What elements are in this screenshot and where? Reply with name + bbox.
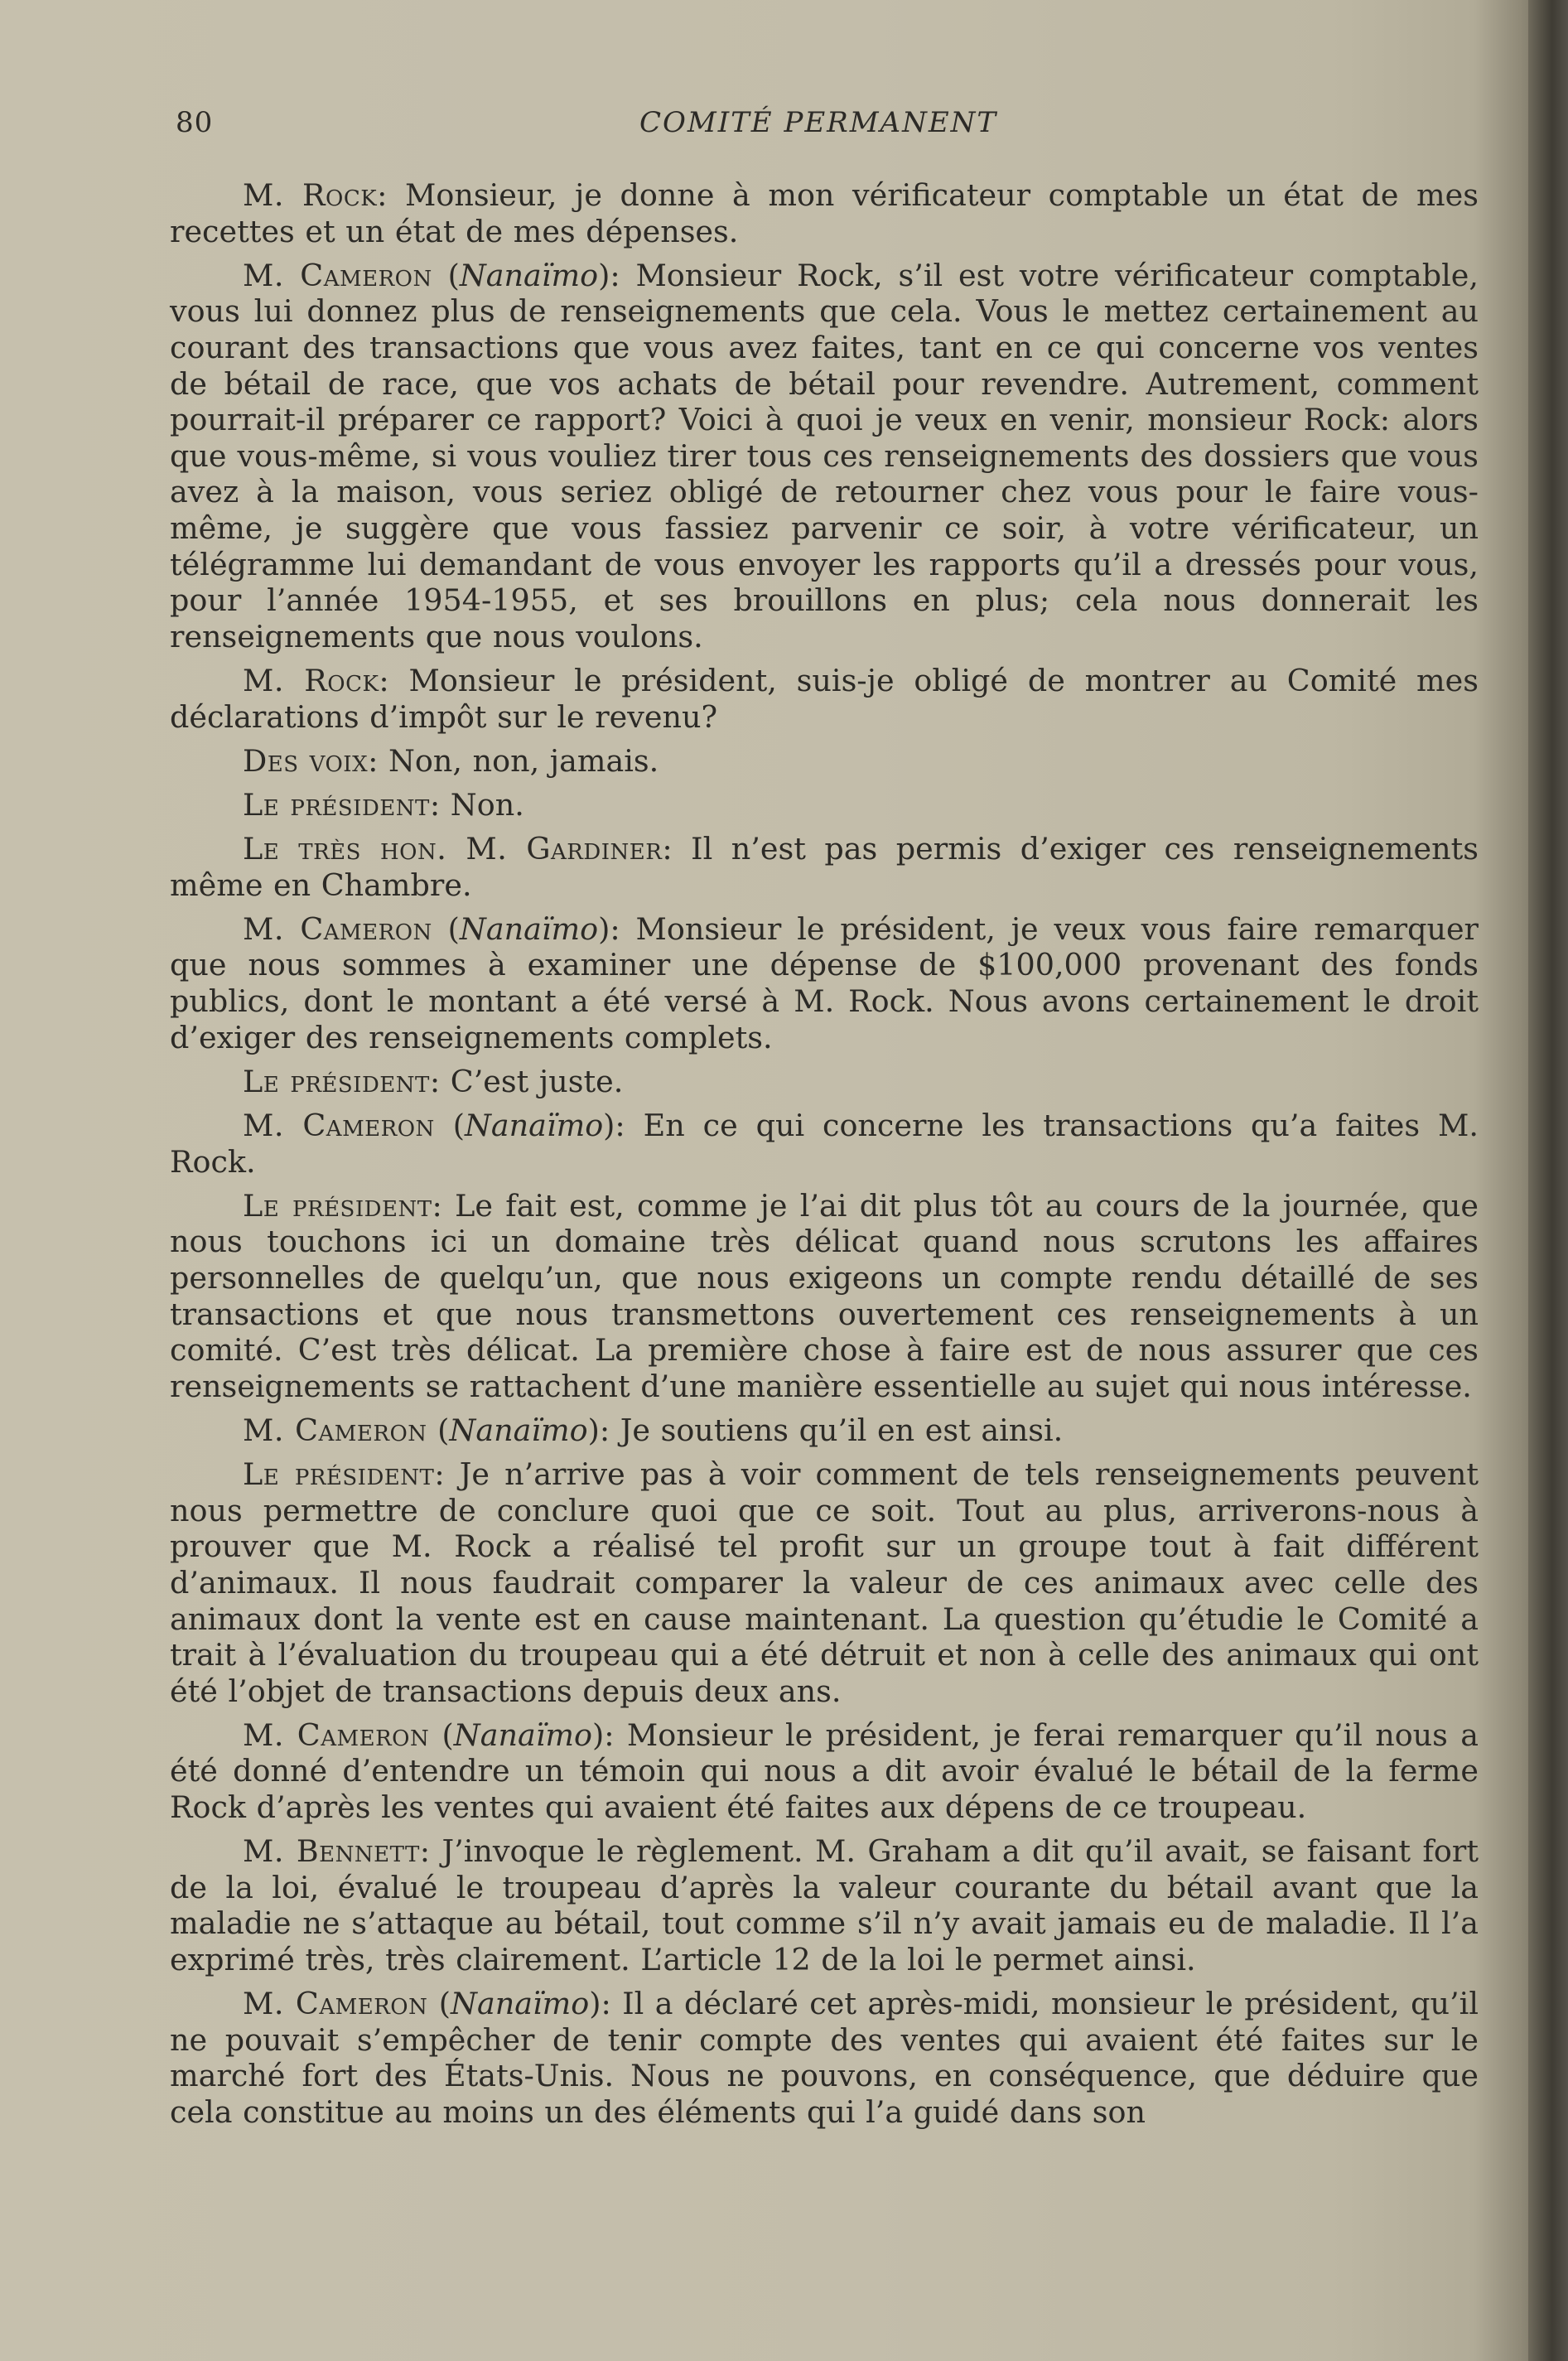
transcript-paragraph: Le président: Non. xyxy=(243,786,524,823)
speech-text: Le fait est, comme je l’ai dit plus tôt au cours de la journée, que nous touchons ici un domaine très délicat quand nous scrutons les affaires personnelles de quelqu’un, que nous exigeons un compte rendu détaillé de ses transactions et que nous transmettons ouvertement ces renseignements à un comité. C’est très délicat. La première chose à faire est de nous assurer que ces renseignements se rattachent d’une manière essentielle au sujet qui nous intéresse. xyxy=(170,1187,1479,1404)
transcript-paragraph: M. Cameron (Nanaïmo): Monsieur Rock, s’il est votre vérificateur comptable, vous lui donnez plus de renseignements que cela. Vous le mettez certainement au courant des transactions que vous avez faites, tant en ce qui concerne vos ventes de bétail de race, que vos achats de bétail pour revendre. Autrement, comment pourrait-il préparer ce rapport? Voici à quoi je veux en venir, monsieur Rock: alors que vous-même, si vous vouliez tirer tous ces renseignements des dossiers que vous avez à la maison, vous seriez obligé de retourner chez vous pour le faire vous-même, je suggère que vous fassiez parvenir ce soir, à votre vérificateur, un télégramme lui demandant de vous envoyer les rapports qu’il a dressés pour vous, pour l’année 1954-1955, et ses brouillons en plus; cela nous donnerait les renseignements que nous voulons. xyxy=(170,257,1479,654)
page-header xyxy=(176,106,1484,146)
speaker-name: Le président xyxy=(243,1456,435,1493)
speaker-name: M. Cameron xyxy=(243,1108,435,1143)
speaker-name: M. Cameron xyxy=(243,257,432,293)
speaker-name: M. Rock xyxy=(243,177,378,213)
transcript-paragraph: Des voix: Non, non, jamais. xyxy=(243,742,659,779)
transcript-paragraph: M. Cameron (Nanaïmo): Monsieur le président, je veux vous faire remarquer que nous sommes à examiner une dépense de $100,000 provenant des fonds publics, dont le montant a été versé à M. Rock. Nous avons certainement le droit d’exiger des renseignements complets. xyxy=(170,910,1479,1055)
speech-text: Il a déclaré cet après-midi, monsieur le président, qu’il ne pouvait s’empêcher de tenir compte des ventes qui avaient été faites sur le marché fort des États-Unis. Nous ne pouvons, en conséquence, que déduire que cela constitue au moins un des éléments qui l’a guidé dans son xyxy=(170,1986,1479,2130)
speaker-name: M. Rock xyxy=(243,662,379,698)
transcript-paragraph: M. Cameron (Nanaïmo): Il a déclaré cet après-midi, monsieur le président, qu’il ne pouvait s’empêcher de tenir compte des ventes qui avaient été faites sur le marché fort des États-Unis. Nous ne pouvons, en conséquence, que déduire que cela constitue au moins un des éléments qui l’a guidé dans son xyxy=(170,1986,1479,2130)
speaker-riding: Nanaïmo xyxy=(449,1412,588,1448)
transcript-paragraph: M. Rock: Monsieur, je donne à mon vérificateur comptable un état de mes recettes et un état de mes dépenses. xyxy=(170,177,1479,249)
speaker-riding: Nanaïmo xyxy=(459,257,599,293)
speaker-name: Le président xyxy=(243,1063,430,1099)
speaker-riding: Nanaïmo xyxy=(451,1986,590,2022)
transcript-body xyxy=(170,177,1479,2138)
speech-text: Monsieur Rock, s’il est votre vérificateur comptable, vous lui donnez plus de renseignements que cela. Vous le mettez certainement au courant des transactions que vous avez faites, tant en ce qui concerne vos ventes de bétail de race, que vos achats de bétail pour revendre. Autrement, comment pourrait-il préparer ce rapport? Voici à quoi je veux en venir, monsieur Rock: alors que vous-même, si vous vouliez tirer tous ces renseignements des dossiers que vous avez à la maison, vous seriez obligé de retourner chez vous pour le faire vous-même, je suggère que vous fassiez parvenir ce soir, à votre vérificateur, un télégramme lui demandant de vous envoyer les rapports qu’il a dressés pour vous, pour l’année 1954-1955, et ses brouillons en plus; cela nous donnerait les renseignements que nous voulons. xyxy=(170,257,1479,654)
speaker-name: M. Bennett xyxy=(243,1833,420,1870)
speaker-riding: Nanaïmo xyxy=(459,910,599,947)
transcript-paragraph: M. Bennett: J’invoque le règlement. M. Graham a dit qu’il avait, se faisant fort de la loi, évalué le troupeau d’après la valeur courante du bétail avant que la maladie ne s’attaque au bétail, tout comme s’il n’y avait jamais eu de maladie. Il l’a exprimé très, très clairement. L’article 12 de la loi le permet ainsi. xyxy=(170,1833,1479,1978)
running-title: COMITÉ PERMANENT xyxy=(639,106,998,139)
speech-text: Monsieur le président, suis-je obligé de montrer au Comité mes déclarations d’impôt sur le revenu? xyxy=(170,662,1479,735)
speaker-name: M. Cameron xyxy=(243,1716,430,1753)
book-spine-shadow xyxy=(1528,0,1568,2361)
speech-text: Monsieur le président, je ferai remarquer qu’il nous a été donné d’entendre un témoin qui nous a dit avoir évalué le bétail de la ferme Rock d’après les ventes qui avaient été faites aux dépens de ce troupeau. xyxy=(170,1716,1479,1826)
speaker-name: Le président xyxy=(243,786,430,823)
speech-text: J’invoque le règlement. M. Graham a dit qu’il avait, se faisant fort de la loi, évalué le troupeau d’après la valeur courante du bétail avant que la maladie ne s’attaque au bétail, tout comme s’il n’y avait jamais eu de maladie. Il l’a exprimé très, très clairement. L’article 12 de la loi le permet ainsi. xyxy=(170,1833,1479,1978)
speaker-riding: Nanaïmo xyxy=(464,1108,604,1143)
speaker-riding: Nanaïmo xyxy=(453,1716,593,1753)
speech-text: Non, non, jamais. xyxy=(388,742,659,779)
speaker-name: M. Cameron xyxy=(243,910,432,947)
speaker-name: M. Cameron xyxy=(243,1986,428,2022)
speaker-name: M. Cameron xyxy=(243,1412,427,1448)
speech-text: Monsieur le président, je veux vous faire remarquer que nous sommes à examiner une dépense de $100,000 provenant des fonds publics, dont le montant a été versé à M. Rock. Nous avons certainement le droit d’exiger des renseignements complets. xyxy=(170,910,1479,1055)
speech-text: Je soutiens qu’il en est ainsi. xyxy=(620,1412,1064,1448)
speech-text: Non. xyxy=(450,786,524,823)
transcript-paragraph: M. Cameron (Nanaïmo): En ce qui concerne les transactions qu’a faites M. Rock. xyxy=(170,1108,1479,1180)
speech-text: C’est juste. xyxy=(450,1063,624,1099)
speech-text: Monsieur, je donne à mon vérificateur comptable un état de mes recettes et un état de mes dépenses. xyxy=(170,177,1479,249)
speech-text: Je n’arrive pas à voir comment de tels renseignements peuvent nous permettre de conclure quoi que ce soit. Tout au plus, arriverons-nous à prouver que M. Rock a réalisé tel profit sur un groupe tout à fait différent d’animaux. Il nous faudrait comparer la valeur de ces animaux avec celle des animaux dont la vente est en cause maintenant. La question qu’étudie le Comité a trait à l’évaluation du troupeau qui a été détruit et non à celle des animaux qui ont été l’objet de transactions depuis deux ans. xyxy=(170,1456,1479,1709)
transcript-paragraph: Le président: C’est juste. xyxy=(243,1063,624,1099)
speech-text: En ce qui concerne les transactions qu’a faites M. Rock. xyxy=(170,1108,1479,1180)
transcript-paragraph: Le très hon. M. Gardiner: Il n’est pas permis d’exiger ces renseignements même en Chambre. xyxy=(170,831,1479,903)
transcript-paragraph: Le président: Le fait est, comme je l’ai dit plus tôt au cours de la journée, que nous touchons ici un domaine très délicat quand nous scrutons les affaires personnelles de quelqu’un, que nous exigeons un compte rendu détaillé de ses transactions et que nous transmettons ouvertement ces renseignements à un comité. C’est très délicat. La première chose à faire est de nous assurer que ces renseignements se rattachent d’une manière essentielle au sujet qui nous intéresse. xyxy=(170,1187,1479,1404)
transcript-paragraph: M. Rock: Monsieur le président, suis-je obligé de montrer au Comité mes déclarations d’impôt sur le revenu? xyxy=(170,662,1479,735)
page-number: 80 xyxy=(176,106,214,139)
speaker-name: Des voix xyxy=(243,742,369,779)
speech-text: Il n’est pas permis d’exiger ces renseignements même en Chambre. xyxy=(170,831,1479,903)
transcript-paragraph: M. Cameron (Nanaïmo): Je soutiens qu’il en est ainsi. xyxy=(243,1412,1064,1448)
transcript-paragraph: M. Cameron (Nanaïmo): Monsieur le président, je ferai remarquer qu’il nous a été donné d’entendre un témoin qui nous a dit avoir évalué le bétail de la ferme Rock d’après les ventes qui avaient été faites aux dépens de ce troupeau. xyxy=(170,1716,1479,1826)
speaker-name: Le très hon. M. Gardiner xyxy=(243,831,663,867)
transcript-paragraph: Le président: Je n’arrive pas à voir comment de tels renseignements peuvent nous permettre de conclure quoi que ce soit. Tout au plus, arriverons-nous à prouver que M. Rock a réalisé tel profit sur un groupe tout à fait différent d’animaux. Il nous faudrait comparer la valeur de ces animaux avec celle des animaux dont la vente est en cause maintenant. La question qu’étudie le Comité a trait à l’évaluation du troupeau qui a été détruit et non à celle des animaux qui ont été l’objet de transactions depuis deux ans. xyxy=(170,1456,1479,1709)
speaker-name: Le président xyxy=(243,1187,432,1224)
